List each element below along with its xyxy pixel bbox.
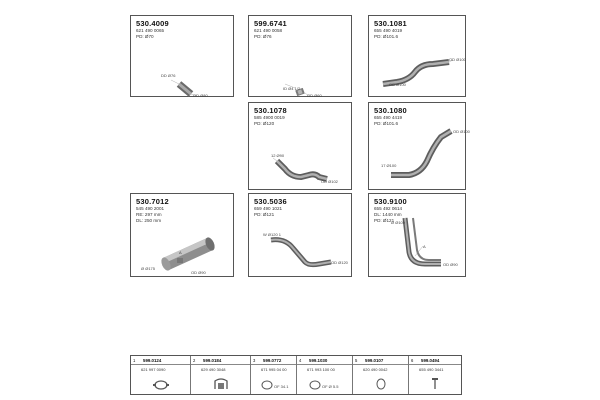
pipe-length: DL: 250 mm	[136, 218, 162, 223]
part-drawing	[369, 103, 470, 191]
gasket-ring-icon	[307, 377, 347, 391]
part-drawing	[249, 16, 353, 98]
clamp-code: 599.0184	[203, 358, 222, 363]
clamp-table	[130, 355, 462, 395]
dimension-label: 12 Ø90	[271, 153, 285, 158]
divider	[191, 364, 250, 365]
part-code: 530.1081	[374, 19, 407, 28]
dimension-label: OD Ø90	[443, 262, 458, 267]
dimension-label: OD Ø80	[193, 93, 208, 98]
part-code: 530.5036	[254, 197, 287, 206]
part-code: 530.9100	[374, 197, 407, 206]
dimension-label: OD Ø60	[307, 93, 322, 98]
clamp-reference: 671 993 100 00	[307, 367, 335, 372]
dimension-label: OD Ø102	[321, 179, 338, 184]
part-card[interactable]	[368, 193, 466, 277]
pipe-diameter: PD: Ø120	[254, 121, 275, 126]
oem-number: 621 490 0065	[136, 28, 165, 33]
clamp-index: 5	[355, 358, 358, 363]
clamp-cell[interactable]	[131, 356, 191, 394]
dimension-label: OD Ø90	[191, 270, 206, 275]
clamp-cell[interactable]	[251, 356, 297, 394]
part-card[interactable]	[130, 15, 234, 97]
clamp-index: 6	[411, 358, 414, 363]
clamp-reference: 621 997 0090	[141, 367, 166, 372]
divider	[131, 364, 190, 365]
part-card[interactable]	[368, 102, 470, 190]
clamp-reference: 629 490 3048	[201, 367, 226, 372]
dimension-label: OF 34.1	[274, 384, 289, 389]
clamp-cell[interactable]	[297, 356, 353, 394]
part-card[interactable]	[368, 15, 466, 97]
part-code: 530.1078	[254, 106, 287, 115]
clamp-cell[interactable]	[191, 356, 251, 394]
pipe-diameter: PD: Ø121	[254, 212, 275, 217]
part-drawing	[249, 194, 353, 278]
part-card[interactable]	[248, 193, 352, 277]
pipe-diameter: PD: Ø76	[254, 34, 272, 39]
divider	[353, 364, 408, 365]
divider	[251, 364, 296, 365]
clamp-reference: 655 490 3441	[419, 367, 444, 372]
oem-number: 545 490 2001	[136, 206, 165, 211]
pipe-diameter: PD: Ø121	[374, 218, 395, 223]
part-card[interactable]	[248, 15, 352, 97]
clamp-reference: 620 490 0042	[363, 367, 388, 372]
dimension-label: DD Ø76	[161, 73, 176, 78]
dimension-label: A	[179, 250, 182, 255]
dimension-label: OD Ø100	[389, 82, 406, 87]
part-drawing	[249, 103, 353, 191]
clamp-code: 599.1030	[309, 358, 328, 363]
dimension-label: Ø Ø175	[141, 266, 156, 271]
oem-number: 621 490 0058	[254, 28, 283, 33]
o-ring-icon	[373, 377, 389, 391]
part-card[interactable]	[130, 193, 234, 277]
part-drawing	[369, 194, 467, 278]
part-code: 530.4009	[136, 19, 169, 28]
clamp-code: 599.0772	[263, 358, 282, 363]
dimension-label: OD Ø100	[453, 129, 470, 134]
divider	[409, 364, 461, 365]
dimension-label: OF Ø 5.5	[322, 384, 339, 389]
clamp-index: 1	[133, 358, 136, 363]
part-code: 530.7012	[136, 197, 169, 206]
dimension-label: ID Ø4 1/2	[283, 86, 301, 91]
clamp-cell[interactable]	[353, 356, 409, 394]
dimension-label: W Ø120 1	[263, 232, 282, 237]
clamp-cell[interactable]	[409, 356, 461, 394]
part-drawing	[131, 194, 235, 278]
dimension-label: A	[423, 244, 426, 249]
pipe-diameter: PD: Ø101.6	[374, 121, 399, 126]
part-drawing	[369, 16, 467, 98]
clamp-code: 599.0494	[421, 358, 440, 363]
clamp-bracket-icon	[211, 377, 231, 391]
dimension-label: OD Ø100	[449, 57, 466, 62]
dimension-label: OD Ø120	[331, 260, 348, 265]
dimension-label: Ø Ø100	[391, 220, 406, 225]
clamp-index: 3	[253, 358, 256, 363]
oem-number: 585 4900 0019	[254, 115, 285, 120]
clamp-code: 599.0124	[143, 358, 162, 363]
part-drawing	[131, 16, 235, 98]
clamp-code: 599.0107	[365, 358, 384, 363]
pipe-diameter: PD: Ø70	[136, 34, 154, 39]
clamp-ring-icon	[151, 377, 171, 391]
part-code: 599.6741	[254, 19, 287, 28]
oem-number: 655 492 0614	[374, 206, 403, 211]
pipe-length: DL: 1440 mm	[374, 212, 402, 217]
clamp-reference: 671 995 04 00	[261, 367, 287, 372]
bolt-icon	[425, 377, 445, 391]
part-code: 530.1080	[374, 106, 407, 115]
clamp-index: 4	[299, 358, 302, 363]
pipe-length: RE: 297 mm	[136, 212, 162, 217]
clamp-index: 2	[193, 358, 196, 363]
pipe-diameter: PD: Ø101.6	[374, 34, 399, 39]
oem-number: 655 490 4419	[374, 115, 403, 120]
oem-number: 659 490 1021	[254, 206, 283, 211]
oem-number: 655 490 4019	[374, 28, 403, 33]
gasket-ring-icon	[259, 377, 293, 391]
part-card[interactable]	[248, 102, 352, 190]
dimension-label: 17 Ø100	[381, 163, 397, 168]
divider	[297, 364, 352, 365]
